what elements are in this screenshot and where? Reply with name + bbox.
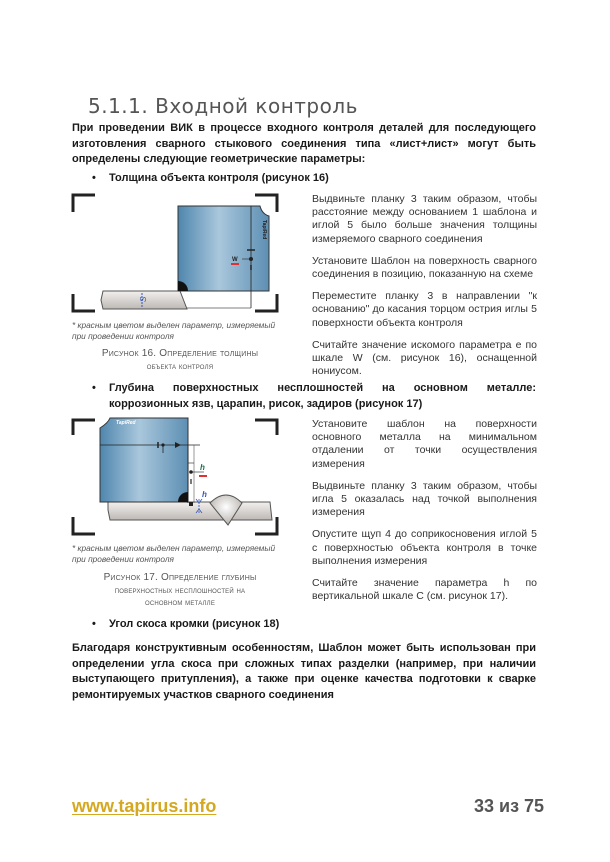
bullet-item-depth	[92, 381, 536, 413]
figure-17-caption	[80, 572, 280, 608]
svg-text:S: S	[139, 296, 148, 302]
step-2: Выдвиньте планку 3 таким образом, чтобы игла 5 оказалась над точкой выполнения измерения	[312, 479, 537, 519]
bullet-title: Угол скоса кромки (рисунок 18)	[109, 618, 280, 630]
step-2: Установите Шаблон на поверхность сварного соединения в позицию, показанную на схеме	[312, 254, 537, 281]
website-link[interactable]: www.tapirus.info	[72, 796, 217, 816]
figure-16-caption-line1: Рисунок 16. Определение толщины	[101, 348, 259, 359]
steps-thickness	[312, 193, 537, 387]
svg-text:h: h	[200, 463, 205, 472]
svg-text:h: h	[202, 490, 207, 499]
step-4: Считайте значение искомого параметра e по шкале W (см. рисунок 16), оснащенной нониусом.	[312, 338, 537, 378]
figure-17	[70, 415, 280, 540]
thickness-diagram	[70, 190, 280, 316]
step-1: Установите шаблон на поверхности основного металла на минимальном отдалении от точки осуществления измерения	[312, 418, 537, 470]
svg-text:TapiRed: TapiRed	[116, 420, 136, 426]
figure-17-note: * красным цветом выделен параметр, измеряемый при проведении контроля	[72, 543, 276, 564]
bullet-item-thickness	[92, 171, 536, 187]
svg-text:TapiRed: TapiRed	[261, 220, 267, 240]
step-1: Выдвиньте планку 3 таким образом, чтобы расстояние между основанием 1 шаблона и иглой 5 было больше значения толщины измеряемого сварного соединения	[312, 193, 537, 245]
figure-16-note: * красным цветом выделен параметр, измеряемый при проведении контроля	[72, 320, 276, 341]
bullet-icon: •	[92, 382, 96, 394]
figure-16-caption	[80, 348, 280, 372]
step-4: Считайте значение параметра h по вертикальной шкале С (см. рисунок 17).	[312, 577, 537, 603]
bullet-title: Глубина поверхностных несплошностей на основном металле: коррозионных язв, царапин, рисок, задиров (рисунок 17)	[109, 382, 536, 410]
step-3: Опустите щуп 4 до соприкосновения иглой 5 с поверхностью объекта контроля в точке выполнения измерения	[312, 528, 537, 567]
bullet-title: Толщина объекта контроля (рисунок 16)	[109, 172, 329, 184]
figure-17-caption-line3: основном металле	[144, 597, 216, 607]
figure-17-caption-line2: поверхностных несплошностей на	[114, 585, 246, 595]
figure-16	[70, 190, 280, 316]
page-number: 33 из 75	[474, 796, 545, 816]
bullet-icon: •	[92, 618, 96, 630]
section-heading: 5.1.1. Входной контроль	[88, 94, 358, 118]
figure-16-caption-line2: объекта контроля	[146, 361, 214, 371]
closing-paragraph: Благодаря конструктивным особенностям, Шаблон может быть использован при определении угла скоса при сложных типах разделки (например, при наличии выступающего притупления), а также при оценке качества подготовки к сварке ремонтируемых участков сварного соединения	[72, 642, 536, 701]
bullet-item-bevel-angle	[92, 617, 536, 633]
figure-17-caption-line1: Рисунок 17. Определение глубины	[103, 572, 257, 583]
svg-text:W: W	[232, 257, 238, 263]
step-3: Переместите планку 3 в направлении "к основанию" до касания торцом острия иглы 5 поверхности объекта контроля	[312, 290, 537, 329]
depth-diagram	[70, 415, 280, 540]
steps-depth	[312, 418, 537, 612]
intro-paragraph: При проведении ВИК в процессе входного контроля деталей для последующего изготовления сварного стыкового соединения типа «лист+лист» могут быть определены следующие геометрические параметры:	[72, 122, 536, 165]
bullet-icon: •	[92, 172, 96, 184]
